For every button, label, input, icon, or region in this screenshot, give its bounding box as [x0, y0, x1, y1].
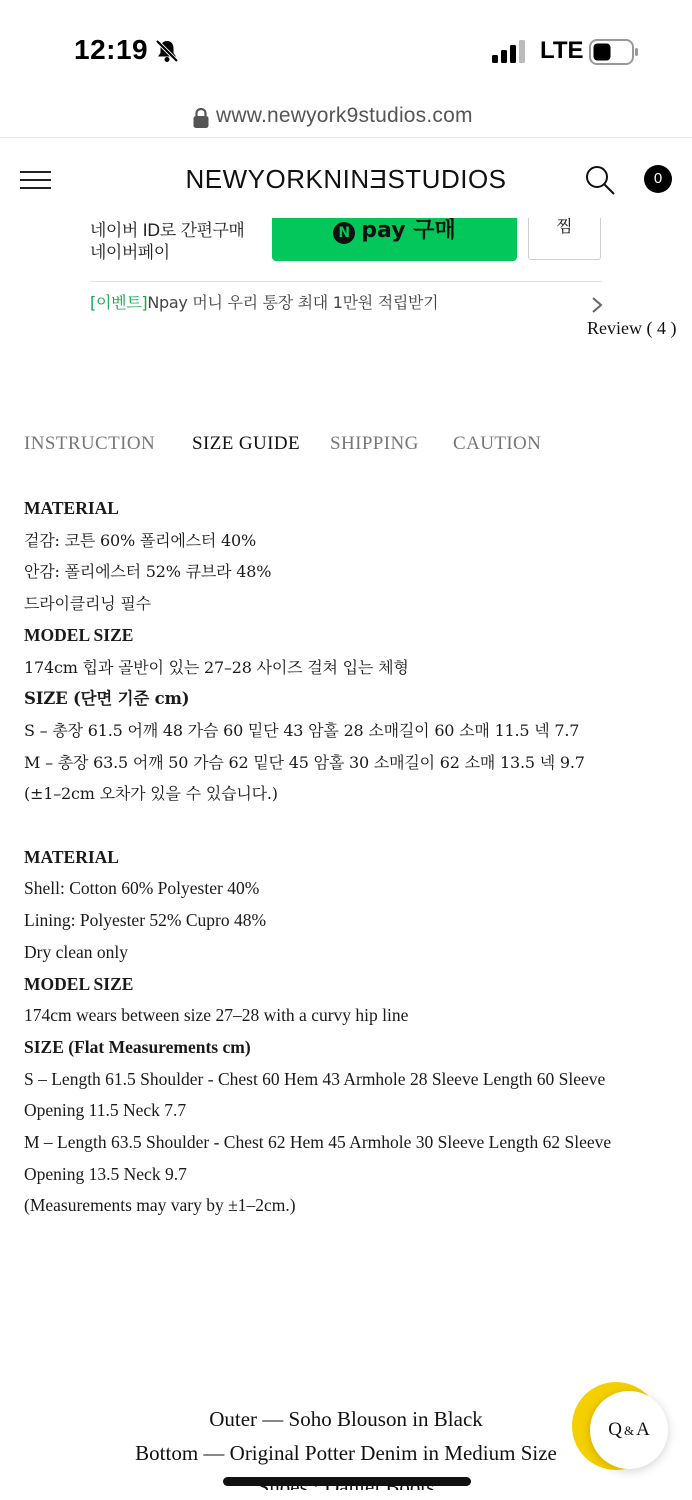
qa-label-q: Q	[608, 1419, 622, 1440]
size-s-en-line2: Opening 11.5 Neck 7.7	[24, 1100, 187, 1121]
signal-icon	[492, 40, 528, 64]
material-shell-kr: 겉감: 코튼 60% 폴리에스터 40%	[24, 530, 256, 550]
network-type: LTE	[540, 37, 584, 64]
site-logo[interactable]: NEWYORKNINƎSTUDIOS	[185, 164, 507, 194]
qa-label-a: A	[636, 1419, 650, 1440]
product-tabs	[24, 433, 674, 463]
material-shell-en: Shell: Cotton 60% Polyester 40%	[24, 878, 260, 899]
bell-slash-icon	[154, 38, 180, 64]
npay-caption-line1: 네이버 ID로 간편구매	[90, 221, 245, 241]
section-heading: MODEL SIZE	[24, 973, 134, 994]
outfit-bottom: Bottom — Original Potter Denim in Medium Size	[135, 1441, 557, 1465]
npay-caption-line2: 네이버페이	[90, 243, 170, 263]
section-heading: SIZE (단면 기준 cm)	[24, 689, 190, 709]
wishlist-button[interactable]	[528, 218, 601, 260]
home-indicator[interactable]	[223, 1477, 471, 1486]
outfit-outer: Outer — Soho Blouson in Black	[209, 1407, 483, 1431]
size-s-en-line1: S – Length 61.5 Shoulder - Chest 60 Hem 43 Armhole 28 Sleeve Length 60 Sleeve	[24, 1068, 606, 1089]
section-heading: MODEL SIZE	[24, 624, 134, 645]
battery-icon	[589, 39, 639, 65]
tab-shipping[interactable]: SHIPPING	[330, 433, 419, 454]
qa-button[interactable]	[590, 1391, 668, 1469]
status-time: 12:19	[74, 34, 149, 65]
care-en: Dry clean only	[24, 941, 128, 962]
tab-instruction[interactable]: INSTRUCTION	[24, 433, 156, 454]
status-bar	[0, 0, 692, 100]
npay-event-link[interactable]	[90, 290, 438, 313]
size-s-kr: S – 총장 61.5 어깨 48 가슴 60 밑단 43 암홀 28 소매길이 60 소매 11.5 넥 7.7	[24, 720, 580, 740]
npay-buy-label: pay 구매	[361, 218, 456, 243]
review-link[interactable]: Review ( 4 )	[587, 318, 677, 338]
browser-address-bar[interactable]	[0, 100, 692, 138]
tolerance-note-kr: (±1–2cm 오차가 있을 수 있습니다.)	[24, 784, 278, 804]
care-kr: 드라이클리닝 필수	[24, 594, 151, 614]
material-lining-en: Lining: Polyester 52% Cupro 48%	[24, 910, 267, 931]
size-m-kr: M – 총장 63.5 어깨 50 가슴 62 밑단 45 암홀 30 소매길이 62 소매 13.5 넥 9.7	[24, 752, 585, 772]
model-size-kr: 174cm 힙과 골반이 있는 27–28 사이즈 걸쳐 입는 체형	[24, 657, 409, 677]
chevron-right-icon[interactable]	[590, 296, 604, 314]
material-lining-kr: 안감: 폴리에스터 52% 큐브라 48%	[24, 562, 272, 582]
tolerance-note-en: (Measurements may vary by ±1–2cm.)	[24, 1195, 296, 1216]
url-text: www.newyork9studios.com	[216, 104, 473, 127]
event-text: Npay 머니 우리 통장 최대 1만원 적립받기	[147, 293, 439, 312]
lock-icon	[192, 107, 210, 129]
wishlist-label: 찜	[556, 218, 573, 237]
qa-label-amp: &	[623, 1423, 635, 1438]
npay-logo-icon: N	[333, 222, 355, 244]
section-heading: MATERIAL	[24, 846, 119, 867]
npay-buy-button[interactable]	[272, 218, 517, 261]
section-heading: SIZE (Flat Measurements cm)	[24, 1036, 251, 1057]
tab-caution[interactable]: CAUTION	[453, 433, 542, 454]
divider	[90, 281, 602, 282]
size-m-en-line2: Opening 13.5 Neck 9.7	[24, 1163, 187, 1184]
section-heading: MATERIAL	[24, 498, 119, 518]
size-guide-content	[24, 493, 674, 1222]
cart-badge[interactable]: 0	[644, 165, 672, 193]
model-size-en: 174cm wears between size 27–28 with a curvy hip line	[24, 1005, 409, 1026]
event-tag: [이벤트]	[90, 293, 148, 312]
tab-size-guide[interactable]: SIZE GUIDE	[192, 433, 300, 454]
search-icon[interactable]	[584, 164, 616, 196]
size-m-en-line1: M – Length 63.5 Shoulder - Chest 62 Hem 45 Armhole 30 Sleeve Length 62 Sleeve	[24, 1132, 612, 1153]
